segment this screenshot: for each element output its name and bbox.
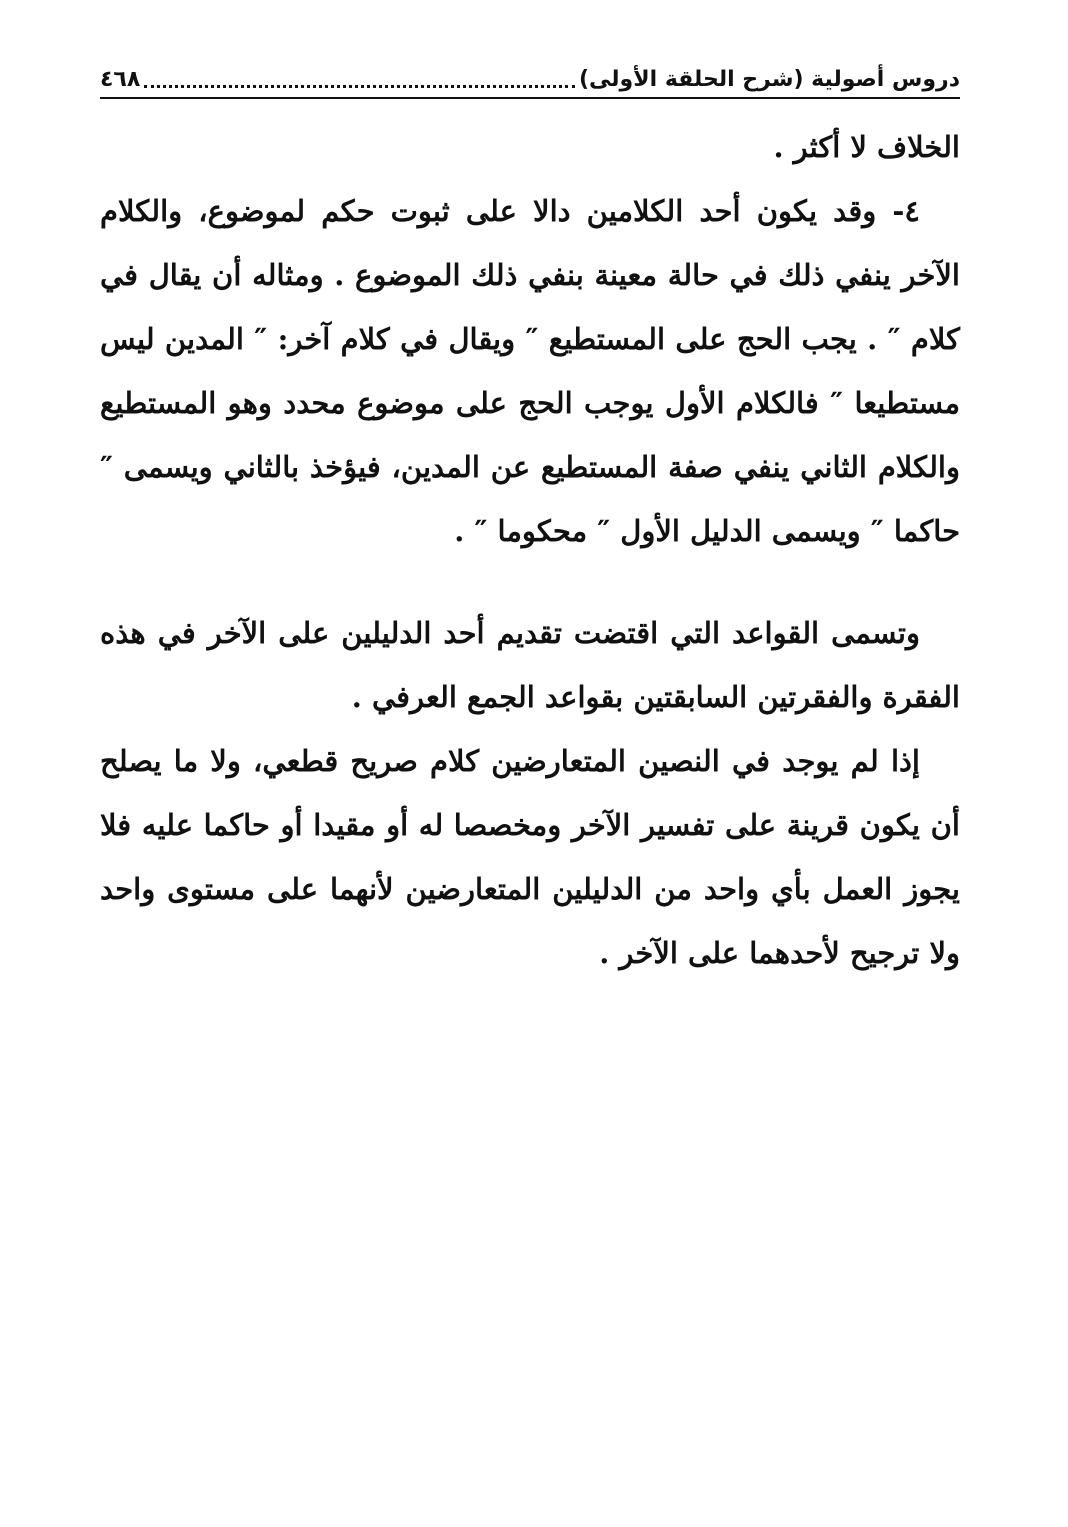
running-title: دروس أصولية (شرح الحلقة الأولى) — [578, 67, 960, 92]
running-header — [100, 54, 960, 94]
body-text — [100, 115, 960, 985]
header-leader-dots — [144, 85, 575, 88]
paragraph-no-preference: إذا لم يوجد في النصين المتعارضين كلام صريح قطعي، ولا ما يصلح أن يكون قرينة على تفسير الآخر ومخصصا له أو مقيدا أو حاكما عليه فلا يجوز العمل بأي واحد من الدليلين المتعارضين لأنهما على مستوى واحد ولا ترجيح لأحدهما على الآخر . — [100, 744, 960, 970]
header-rule — [100, 97, 960, 99]
paragraph-continuation: الخلاف لا أكثر . — [773, 130, 960, 164]
paragraph-point-4: ٤- وقد يكون أحد الكلامين دالا على ثبوت حكم لموضوع، والكلام الآخر ينفي ذلك في حالة معينة بنفي ذلك الموضوع . ومثاله أن يقال في كلام ″ . يجب الحج على المستطيع ″ ويقال في كلام آخر: ″ المدين ليس مستطيعا ″ فالكلام الأول يوجب الحج على موضوع محدد وهو المستطيع والكلام الثاني ينفي صفة المستطيع عن المدين، فيؤخذ بالثاني ويسمى ″ حاكما ″ ويسمى الدليل الأول ″ محكوما ″ . — [100, 194, 960, 548]
paragraph-naming-rules: وتسمى القواعد التي اقتضت تقديم أحد الدليلين على الآخر في هذه الفقرة والفقرتين السابقتين بقواعد الجمع العرفي . — [100, 616, 960, 714]
page-number: ٤٦٨ — [100, 67, 141, 92]
